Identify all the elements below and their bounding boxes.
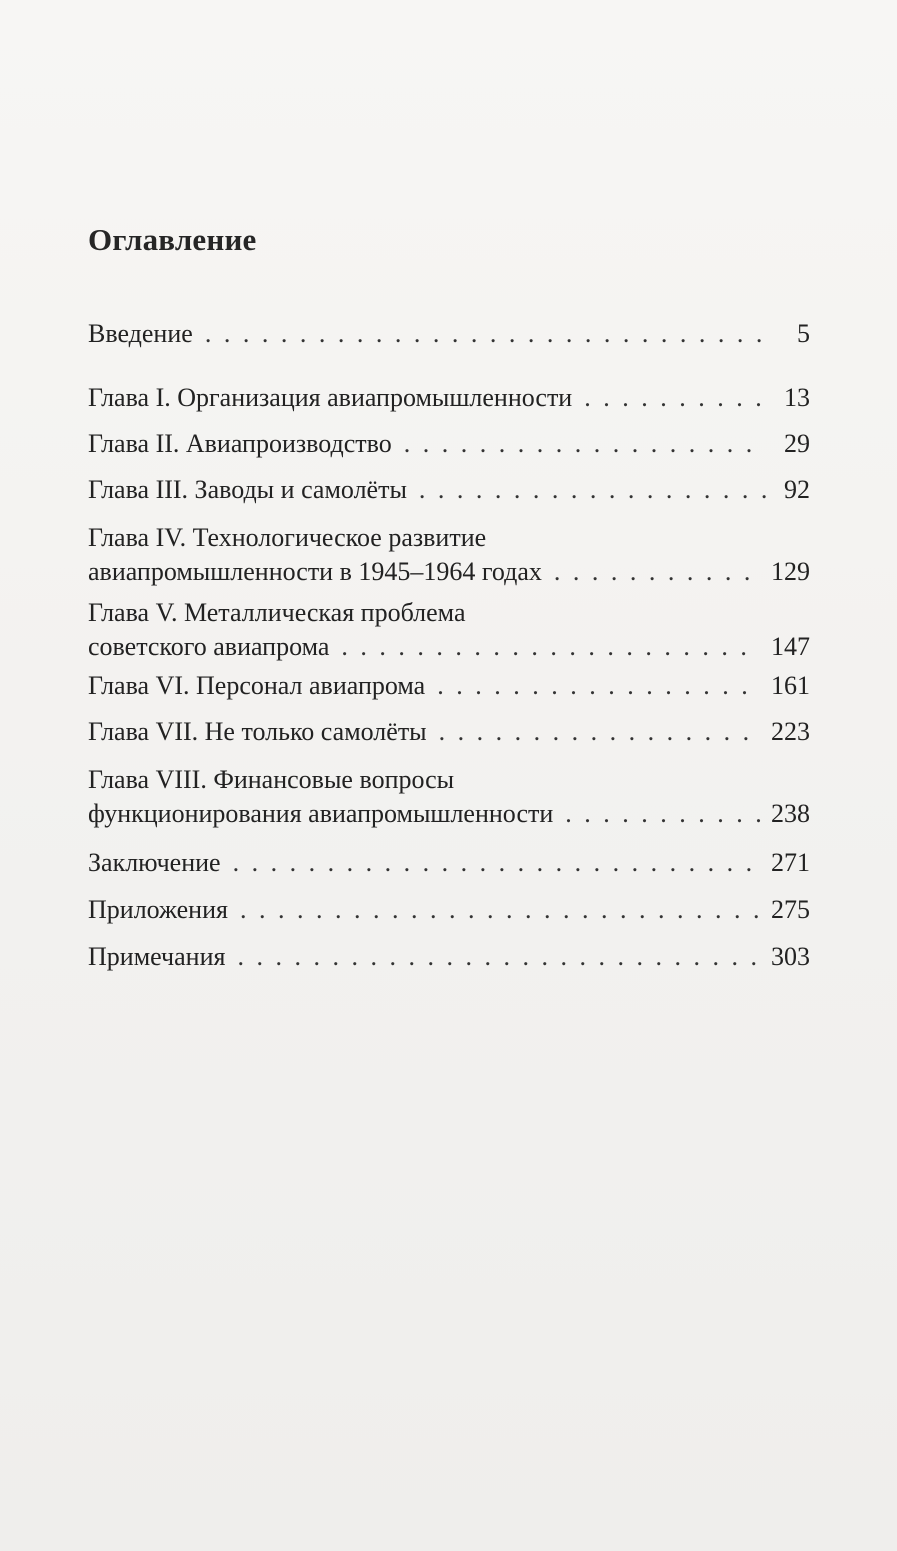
- toc-entry-title: Глава IV. Технологическое развитие: [88, 523, 487, 552]
- toc-entry-title: Глава VI. Персонал авиапрома: [88, 671, 426, 700]
- toc-entry-line: [88, 763, 810, 797]
- dot-leader: [554, 555, 761, 589]
- toc-entry-line: [88, 381, 810, 415]
- toc-page-number: 129: [771, 557, 810, 586]
- toc-page-number: 161: [771, 671, 810, 700]
- toc-entry-line: [88, 427, 810, 461]
- toc-entry: [88, 521, 810, 589]
- dot-leader: [419, 473, 766, 507]
- dot-leader: [237, 940, 761, 974]
- toc-entry: [88, 763, 810, 831]
- toc-entry-title: Глава V. Металлическая проблема: [88, 598, 466, 627]
- toc-entry-title: Примечания: [88, 942, 226, 971]
- toc-entry-line: [88, 715, 810, 749]
- toc-entry-title: Глава III. Заводы и самолёты: [88, 475, 407, 504]
- toc-entry-title: Глава VII. Не только самолёты: [88, 717, 427, 746]
- dot-leader: [341, 630, 761, 664]
- toc-page-number: 223: [771, 717, 810, 746]
- toc-entry-line: [88, 940, 810, 974]
- toc-page-number: 271: [771, 848, 810, 877]
- toc-entry: [88, 317, 810, 351]
- toc-entry-line: [88, 669, 810, 703]
- toc-entry: [88, 669, 810, 703]
- toc-entry-line: [88, 846, 810, 880]
- dot-leader: [404, 427, 766, 461]
- toc-entry-line: [88, 473, 810, 507]
- toc-entry-title: Приложения: [88, 895, 228, 924]
- toc-entry-title: Заключение: [88, 848, 221, 877]
- toc-entry-title: Введение: [88, 319, 193, 348]
- toc-entry: [88, 715, 810, 749]
- toc-entry-title: функционирования авиапромышленности: [88, 799, 554, 828]
- toc-entry: [88, 473, 810, 507]
- toc-entry: [88, 893, 810, 927]
- toc-entry: [88, 846, 810, 880]
- dot-leader: [240, 893, 761, 927]
- toc-entry-title: советского авиапрома: [88, 632, 330, 661]
- toc-page-number: 303: [771, 942, 810, 971]
- toc-page-number: 13: [784, 383, 810, 412]
- toc-entry-line: [88, 555, 810, 589]
- toc-entry: [88, 427, 810, 461]
- toc-entry: [88, 940, 810, 974]
- dot-leader: [565, 797, 761, 831]
- dot-leader: [584, 381, 766, 415]
- toc-entry-title: Глава VIII. Финансовые вопросы: [88, 765, 455, 794]
- toc-entry-line: [88, 630, 810, 664]
- toc-entry-line: [88, 893, 810, 927]
- toc-page-number: 147: [771, 632, 810, 661]
- toc-page-number: 5: [797, 319, 810, 348]
- toc-entry: [88, 381, 810, 415]
- dot-leader: [439, 715, 761, 749]
- toc-entry-line: [88, 521, 810, 555]
- toc-page-number: 275: [771, 895, 810, 924]
- toc-heading: Оглавление: [88, 222, 257, 257]
- toc-entry-title: авиапромышленности в 1945–1964 годах: [88, 557, 542, 586]
- toc-entry-line: [88, 596, 810, 630]
- toc-entry: [88, 596, 810, 664]
- toc-page-number: 29: [784, 429, 810, 458]
- toc-page-number: 238: [771, 799, 810, 828]
- dot-leader: [205, 317, 766, 351]
- toc-page-number: 92: [784, 475, 810, 504]
- toc-entry-title: Глава II. Авиапроизводство: [88, 429, 392, 458]
- toc-entry-line: [88, 797, 810, 831]
- dot-leader: [437, 669, 761, 703]
- toc-entry-line: [88, 317, 810, 351]
- dot-leader: [233, 846, 761, 880]
- toc-entry-title: Глава I. Организация авиапромышленности: [88, 383, 573, 412]
